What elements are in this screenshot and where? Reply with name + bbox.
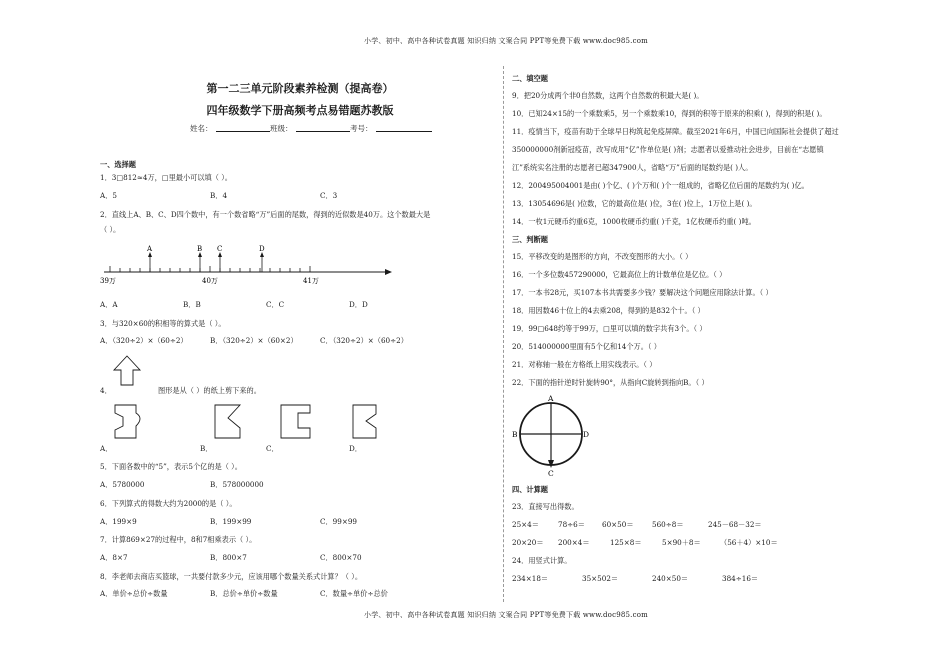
tick-label-40wan: 40万: [202, 277, 218, 285]
question-12: 12．200495004001是由( )个亿、( )个万和( )个一组成的，省略亿位后面的尾数约为( )亿。: [512, 181, 809, 190]
question-15: 15．平移改变的是图形的方向，不改变图形的大小。（ ）: [512, 252, 693, 261]
question-19: 19．99□648约等于99万，□里可以填的数字共有3个。（ ）: [512, 324, 707, 333]
number-line: [100, 244, 400, 286]
class-label: 班级：: [270, 124, 293, 133]
q4-shape-d: [352, 404, 384, 440]
calc-1-3: 60×50＝: [602, 520, 634, 529]
question-23: 23．直接写出得数。: [512, 502, 579, 511]
question-2: 2．直线上A、B、C、D四个数中，有一个数省略“万”后面的尾数，得到的近似数是40万。这个数最大是: [100, 210, 431, 219]
q2-option-d: D．D: [349, 300, 368, 309]
site-footer: 小学、初中、高中各种试卷真题 知识归纳 文案合同 PPT等免费下载 www.doc985.com: [364, 611, 648, 619]
calc-2-1: 20×20＝: [512, 538, 544, 547]
question-13: 13．13054696是( )位数，它的最高位是( )位，3在( )位上，1万位上是( )。: [512, 199, 757, 208]
dial-label-b: B: [512, 430, 518, 439]
q7-option-b: B．800×7: [210, 553, 247, 562]
question-20: 20．514000000里面有5个亿和14个万。（ ）: [512, 342, 661, 351]
calc-2-3: 125×8＝: [610, 538, 642, 547]
calc-3-3: 240×50＝: [652, 574, 689, 583]
q8-option-c: C．数量÷单价÷总价: [320, 589, 388, 598]
q6-option-a: A．199×9: [100, 517, 137, 526]
q2-option-c: C．C: [266, 300, 285, 309]
right-column: [512, 0, 912, 672]
question-8: 8．李老师去商店买篮球，一共要付款多少元，应该用哪个数量关系式计算？（ ）。: [100, 572, 363, 581]
q3-option-c: C．（320÷2）×（60÷2）: [320, 336, 408, 345]
point-d-label: D: [259, 245, 265, 253]
q4-shape-a: [114, 404, 146, 440]
q4-option-a: A．: [100, 444, 113, 453]
column-divider: [503, 66, 504, 602]
q4-shape-b: [214, 404, 246, 440]
q4-option-b: B．: [200, 444, 213, 453]
q6-option-b: B．199×99: [210, 517, 252, 526]
calc-2-5: （56＋4）×10＝: [720, 538, 778, 547]
question-11-line3: 江”系统实名注册的志愿者已超347900人，省略“万”后面的尾数约是( )人。: [512, 163, 753, 172]
question-14: 14．一枚1元硬币约重6克，1000枚硬币约重( )千克，1亿枚硬币约重( )吨。: [512, 217, 756, 226]
question-7: 7．计算869×27的过程中，8和7相乘表示（ ）。: [100, 535, 257, 544]
q7-option-c: C．800×70: [320, 553, 362, 562]
question-6: 6．下列算式的得数大约为2000的是（ ）。: [100, 499, 237, 508]
point-b-label: B: [197, 245, 203, 253]
dial-label-a: A: [548, 394, 554, 403]
q2-option-a: A．A: [100, 300, 118, 309]
q1-option-b: B．4: [210, 191, 228, 200]
dial-label-c: C: [548, 469, 554, 478]
q4-shape-c: [280, 404, 312, 440]
dial-label-d: D: [583, 430, 590, 439]
q4-option-c: C．: [266, 444, 279, 453]
calc-2-2: 200×4＝: [558, 538, 590, 547]
question-18: 18．用因数46十位上的4去乘208，得到的是832个十。（ ）: [512, 306, 705, 315]
q1-option-c: C．3: [320, 191, 338, 200]
q8-option-b: B．总价÷单价÷数量: [210, 589, 278, 598]
question-4-number: 4．: [100, 386, 112, 395]
question-4: 图形是从（ ）的纸上剪下来的。: [158, 386, 261, 395]
calc-3-1: 234×18＝: [512, 574, 549, 583]
section-choice: 一、选择题: [100, 160, 136, 169]
site-header: 小学、初中、高中各种试卷真题 知识归纳 文案合同 PPT等免费下载 www.doc985.com: [364, 37, 648, 45]
question-2-cont: （ ）。: [100, 225, 121, 234]
q7-option-a: A．8×7: [100, 553, 128, 562]
q6-option-c: C．99×99: [320, 517, 358, 526]
question-24: 24．用竖式计算。: [512, 556, 572, 565]
q4-option-d: D．: [349, 444, 362, 453]
name-label: 姓名：: [190, 124, 213, 133]
tick-label-39wan: 39万: [100, 277, 116, 285]
section-calc: 四、计算题: [512, 485, 548, 494]
question-9: 9．把20分成两个非0自然数，这两个自然数的积最大是( )。: [512, 91, 704, 100]
calc-1-2: 78÷6＝: [558, 520, 585, 529]
q3-option-b: B．（320÷2）×（60×2）: [210, 336, 298, 345]
calc-3-4: 384÷16＝: [722, 574, 759, 583]
question-5: 5．下面各数中的“5”，表示5个亿的是（ ）。: [100, 462, 242, 471]
calc-1-5: 245－68－32＝: [708, 520, 762, 529]
question-3: 3．与320×60的积相等的算式是（ ）。: [100, 319, 226, 328]
question-11-line2: 350000000剂新冠疫苗，改写成用“亿”作单位是( )剂；志愿者以爱推动社会进步，目前在“志愿镇: [512, 145, 824, 154]
point-a-label: A: [147, 245, 153, 253]
point-c-label: C: [217, 245, 223, 253]
question-22: 22．下面的指针逆时针旋转90°，从指向C旋转到指向B。（ ）: [512, 378, 709, 387]
page-subtitle: 四年级数学下册高频考点易错题苏教版: [206, 104, 394, 117]
q1-option-a: A．5: [100, 191, 117, 200]
question-16: 16．一个多位数457290000，它最高位上的计数单位是亿位。（ ）: [512, 270, 727, 279]
exam-no-label: 考号：: [350, 124, 373, 133]
calc-3-2: 35×502＝: [582, 574, 619, 583]
section-judge: 三、判断题: [512, 235, 548, 244]
calc-1-4: 560÷8＝: [652, 520, 684, 529]
question-11: 11．疫情当下，疫苗有助于全球早日构筑起免疫屏障。截至2021年6月，中国已向国际社会提供了超过: [512, 127, 839, 136]
question-10: 10．已知24×15的一个乘数乘5，另一个乘数乘10，得到的积等于原来的积乘( )，得到的积是( )。: [512, 109, 827, 118]
question-1: 1．3□812≈4万，□里最小可以填（ ）。: [100, 173, 232, 182]
calc-1-1: 25×4＝: [512, 520, 539, 529]
question-21: 21．对称轴一般在方格纸上用实线表示。（ ）: [512, 360, 657, 369]
q2-option-b: B．B: [183, 300, 201, 309]
question-17: 17．一本书28元，买107本书共需要多少钱？要解决这个问题应用除法计算。（ ）: [512, 288, 773, 297]
cut-shape-figure: [114, 354, 144, 388]
page-title: 第一二三单元阶段素养检测（提高卷）: [206, 82, 394, 95]
section-fill: 二、填空题: [512, 74, 548, 83]
q8-option-a: A．单价÷总价÷数量: [100, 589, 168, 598]
q3-option-a: A．（320÷2）×（60÷2）: [100, 336, 188, 345]
pointer-dial: [512, 394, 592, 478]
q5-option-a: A．5780000: [100, 480, 145, 489]
left-column: [100, 0, 500, 672]
calc-2-4: 5×90＋8＝: [662, 538, 701, 547]
q5-option-b: B．578000000: [210, 480, 264, 489]
tick-label-41wan: 41万: [303, 277, 319, 285]
